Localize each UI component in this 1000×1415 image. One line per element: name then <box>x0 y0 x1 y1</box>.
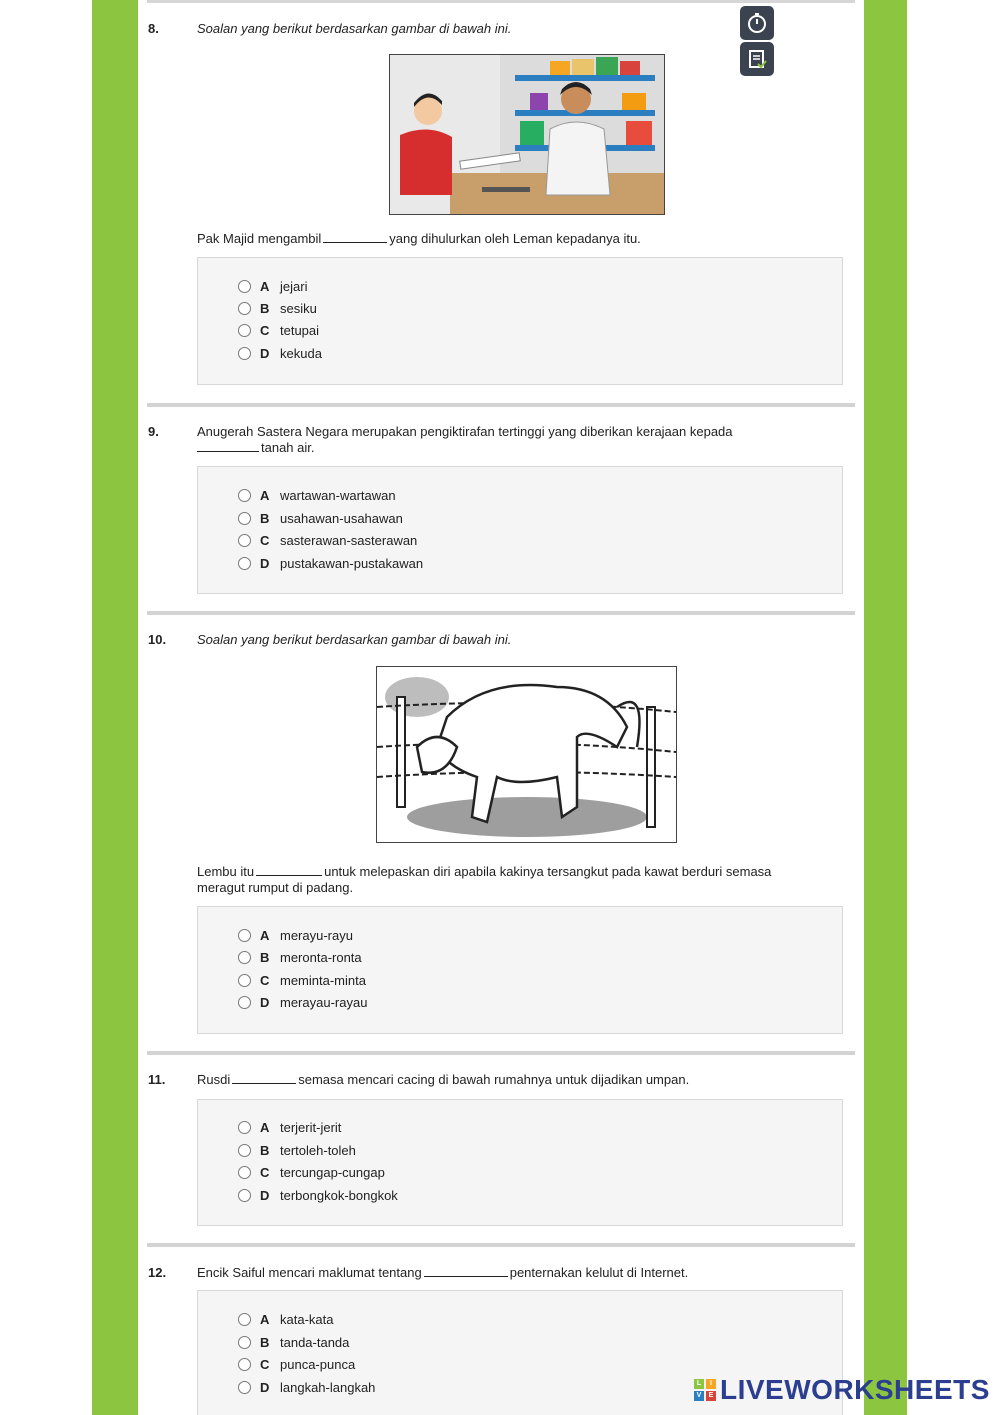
option-b[interactable]: B meronta-ronta <box>238 948 362 966</box>
option-a[interactable]: A kata-kata <box>238 1310 333 1328</box>
checklist-icon <box>746 48 768 70</box>
radio-button[interactable] <box>238 1121 251 1134</box>
separator <box>147 0 855 3</box>
question-text: Encik Saiful mencari maklumat tentang penternakan kelulut di Internet. <box>197 1265 689 1280</box>
radio-button[interactable] <box>238 347 251 360</box>
radio-button[interactable] <box>238 1166 251 1179</box>
option-b[interactable]: B tertoleh-toleh <box>238 1141 356 1159</box>
option-b[interactable]: B usahawan-usahawan <box>238 509 403 527</box>
green-border-left <box>92 0 138 1415</box>
timer-button[interactable] <box>740 6 774 40</box>
option-d[interactable]: D merayau-rayau <box>238 993 367 1011</box>
question-number: 9. <box>148 424 159 439</box>
radio-button[interactable] <box>238 324 251 337</box>
question-text: Lembu itu untuk melepaskan diri apabila kakinya tersangkut pada kawat berduri semasa <box>197 864 772 879</box>
separator <box>147 1243 855 1247</box>
green-border-right <box>864 0 907 1415</box>
liveworksheets-logo <box>694 1374 990 1406</box>
radio-button[interactable] <box>238 974 251 987</box>
radio-button[interactable] <box>238 1381 251 1394</box>
radio-button[interactable] <box>238 534 251 547</box>
workshop-illustration <box>389 54 665 215</box>
option-d[interactable]: D langkah-langkah <box>238 1378 375 1396</box>
question-number: 12. <box>148 1265 167 1280</box>
radio-button[interactable] <box>238 280 251 293</box>
option-d[interactable]: D terbongkok-bongkok <box>238 1186 398 1204</box>
radio-button[interactable] <box>238 1336 251 1349</box>
answer-blank <box>424 1265 508 1277</box>
options-box <box>197 466 843 594</box>
answer-blank <box>197 440 259 452</box>
radio-button[interactable] <box>238 557 251 570</box>
answer-blank <box>323 231 387 243</box>
radio-button[interactable] <box>238 1144 251 1157</box>
option-c[interactable]: C meminta-minta <box>238 971 366 989</box>
timer-icon <box>746 12 768 34</box>
option-a[interactable]: A terjerit-jerit <box>238 1118 341 1136</box>
option-c[interactable]: C tercungap-cungap <box>238 1163 385 1181</box>
answer-blank <box>256 864 322 876</box>
question-intro: Soalan yang berikut berdasarkan gambar di bawah ini. <box>197 21 512 36</box>
question-text: Rusdi semasa mencari cacing di bawah rumahnya untuk dijadikan umpan. <box>197 1072 690 1087</box>
option-d[interactable]: D pustakawan-pustakawan <box>238 554 423 572</box>
options-box <box>197 906 843 1034</box>
question-number: 11. <box>148 1072 166 1087</box>
question-text-continued: tanah air. <box>197 440 315 456</box>
radio-button[interactable] <box>238 1313 251 1326</box>
logo-mark: L I V E <box>694 1379 716 1401</box>
radio-button[interactable] <box>238 1189 251 1202</box>
option-a[interactable]: A merayu-rayu <box>238 926 353 944</box>
option-b[interactable]: B sesiku <box>238 299 317 317</box>
question-text: Anugerah Sastera Negara merupakan pengiktirafan tertinggi yang diberikan kerajaan kepada <box>197 424 733 439</box>
separator <box>147 611 855 615</box>
option-c[interactable]: C punca-punca <box>238 1355 355 1373</box>
radio-button[interactable] <box>238 951 251 964</box>
separator <box>147 403 855 407</box>
radio-button[interactable] <box>238 996 251 1009</box>
options-box <box>197 1099 843 1226</box>
radio-button[interactable] <box>238 302 251 315</box>
option-a[interactable]: A wartawan-wartawan <box>238 486 396 504</box>
option-c[interactable]: C sasterawan-sasterawan <box>238 531 417 549</box>
option-b[interactable]: B tanda-tanda <box>238 1333 349 1351</box>
options-box <box>197 257 843 385</box>
option-a[interactable]: A jejari <box>238 277 307 295</box>
question-text: Pak Majid mengambil yang dihulurkan oleh Leman kepadanya itu. <box>197 231 641 246</box>
separator <box>147 1051 855 1055</box>
radio-button[interactable] <box>238 512 251 525</box>
question-number: 8. <box>148 21 159 36</box>
cow-fence-illustration <box>376 666 677 843</box>
finish-button[interactable] <box>740 42 774 76</box>
radio-button[interactable] <box>238 929 251 942</box>
question-intro: Soalan yang berikut berdasarkan gambar di bawah ini. <box>197 632 512 647</box>
radio-button[interactable] <box>238 489 251 502</box>
option-d[interactable]: D kekuda <box>238 344 322 362</box>
radio-button[interactable] <box>238 1358 251 1371</box>
option-c[interactable]: C tetupai <box>238 321 319 339</box>
question-text-continued: meragut rumput di padang. <box>197 880 354 895</box>
answer-blank <box>232 1072 296 1084</box>
logo-text: LIVEWORKSHEETS <box>720 1374 990 1405</box>
question-number: 10. <box>148 632 167 647</box>
